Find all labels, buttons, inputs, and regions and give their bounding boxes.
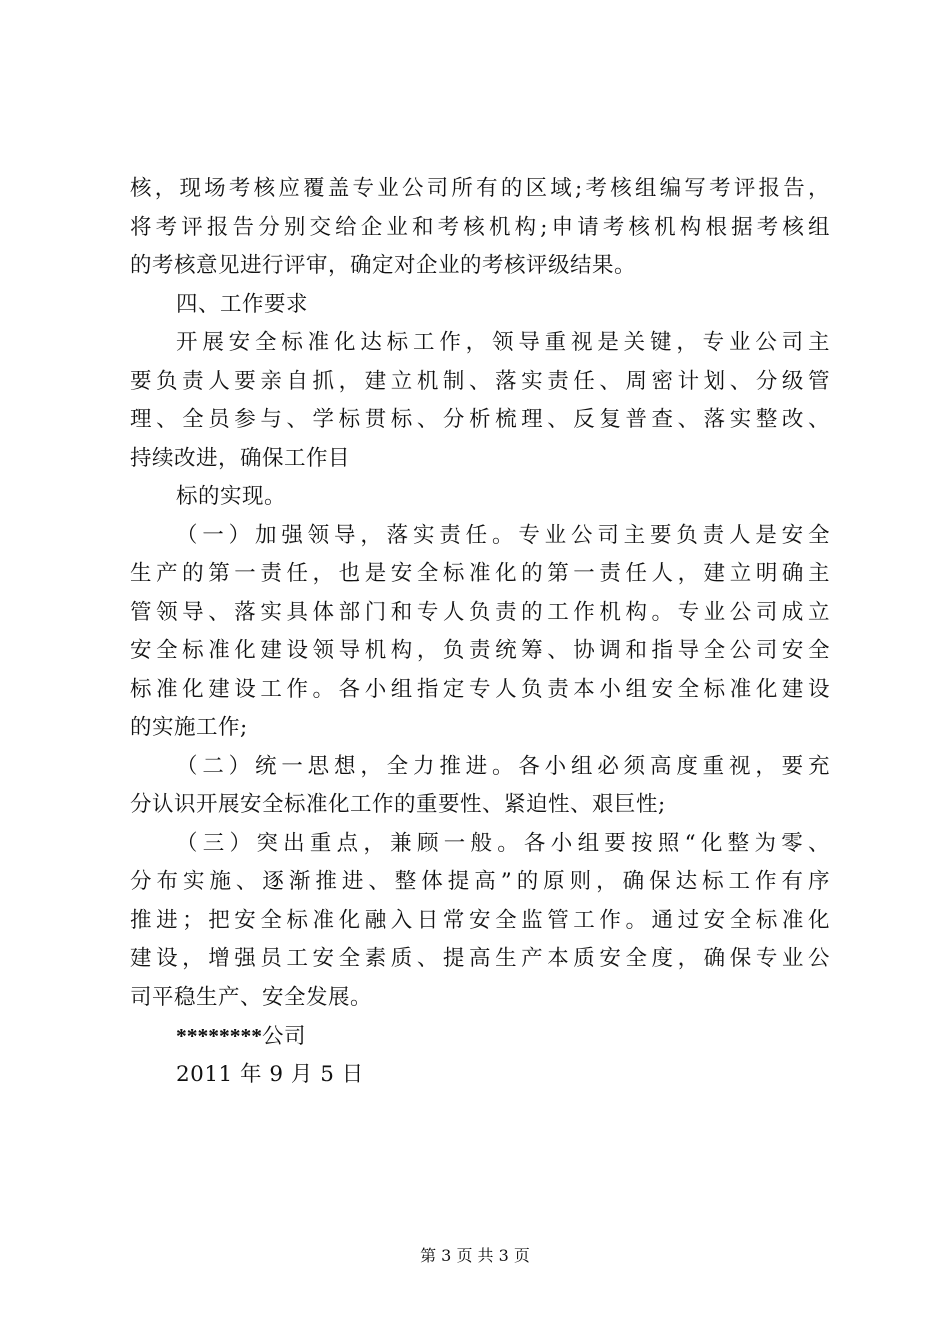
paragraph-line: 分认识开展安全标准化工作的重要性、紧迫性、艰巨性; xyxy=(130,792,666,817)
paragraph-line: （一）加强领导，落实责任。专业公司主要负责人是安全 xyxy=(176,522,830,548)
paragraph-line: 标准化建设工作。各小组指定专人负责本小组安全标准化建设 xyxy=(130,676,830,702)
paragraph-line: 建设，增强员工安全素质、提高生产本质安全度，确保专业公 xyxy=(130,946,830,971)
paragraph-line: 将考评报告分别交给企业和考核机构;申请考核机构根据考核组 xyxy=(130,214,830,240)
signature-date: 2011 年 9 月 5 日 xyxy=(176,1061,364,1087)
paragraph-line: 标的实现。 xyxy=(176,484,287,509)
paragraph-line: 生产的第一责任，也是安全标准化的第一责任人，建立明确主 xyxy=(130,561,830,586)
paragraph-line: 的考核意见进行评审，确定对企业的考核评级结果。 xyxy=(130,253,637,278)
paragraph-line: 核，现场考核应覆盖专业公司所有的区域;考核组编写考评报告， xyxy=(130,176,830,201)
paragraph-line: （二）统一思想，全力推进。各小组必须高度重视，要充 xyxy=(176,753,830,779)
paragraph-line: 理、全员参与、学标贯标、分析梳理、反复普查、落实整改、 xyxy=(130,407,830,432)
paragraph-line: 推进；把安全标准化融入日常安全监管工作。通过安全标准化 xyxy=(130,907,830,933)
paragraph-line: 的实施工作; xyxy=(130,715,248,740)
company-suffix: 公司 xyxy=(262,1024,307,1049)
document-body xyxy=(130,170,830,1094)
paragraph-line: 要负责人要亲自抓，建立机制、落实责任、周密计划、分级管 xyxy=(130,368,830,394)
section-heading: 四、工作要求 xyxy=(176,291,309,317)
signature-company xyxy=(130,1017,830,1056)
paragraph-line: 开展安全标准化达标工作，领导重视是关键，专业公司主 xyxy=(176,330,830,355)
paragraph-line: 司平稳生产、安全发展。 xyxy=(130,984,373,1010)
paragraph-line: （三）突出重点，兼顾一般。各小组要按照“化整为零、 xyxy=(176,830,830,856)
page-number-footer: 第 3 页 共 3 页 xyxy=(420,1246,530,1265)
company-name-masked: ******** xyxy=(176,1024,262,1048)
paragraph-line: 分布实施、逐渐推进、整体提高”的原则，确保达标工作有序 xyxy=(130,869,830,894)
paragraph-line: 安全标准化建设领导机构，负责统筹、协调和指导全公司安全 xyxy=(130,638,830,663)
paragraph-line: 持续改进，确保工作目 xyxy=(130,445,351,471)
paragraph-line: 管领导、落实具体部门和专人负责的工作机构。专业公司成立 xyxy=(130,599,830,625)
